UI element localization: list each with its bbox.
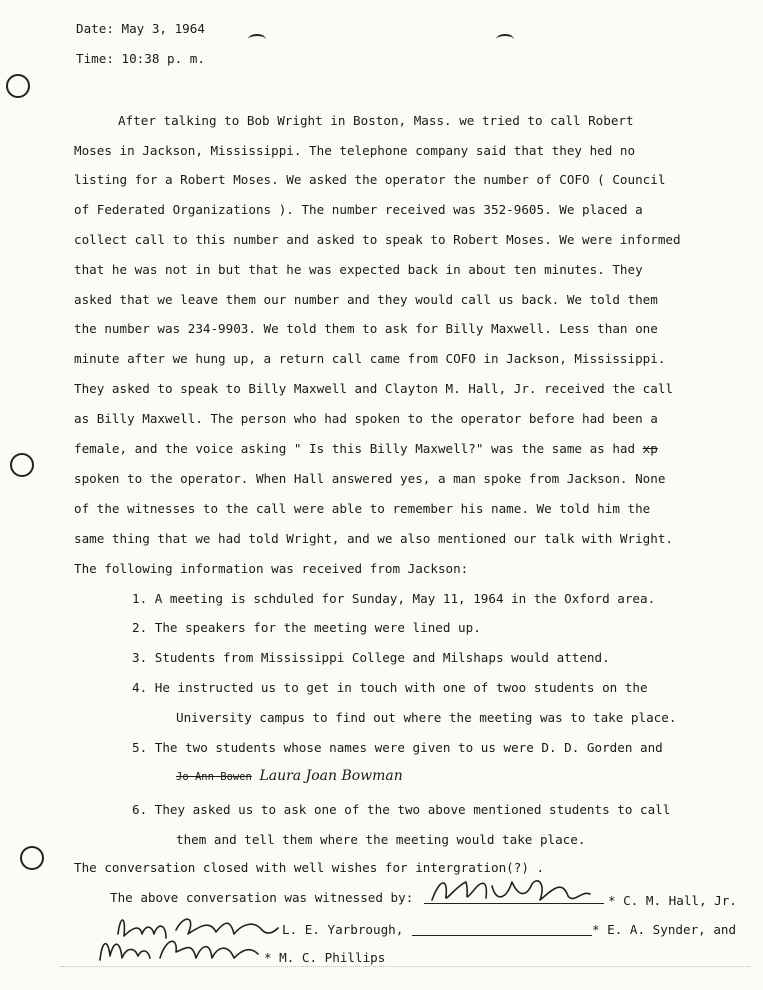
- closing-line: The conversation closed with well wishes for intergration(?) .: [74, 860, 545, 875]
- body-line-12: [74, 441, 658, 456]
- punch-hole-middle: [10, 453, 34, 477]
- body-line-4: of Federated Organizations ). The number received was 352-9605. We placed a: [74, 202, 643, 217]
- body-line-6: that he was not in but that he was expected back in about ten minutes. They: [74, 262, 643, 277]
- punch-hole-bottom: [20, 846, 44, 870]
- body-line-14: of the witnesses to the call were able to remember his name. We told him the: [74, 501, 651, 516]
- body-line-15: same thing that we had told Wright, and we also mentioned our talk with Wright.: [74, 531, 673, 546]
- body-line-10: They asked to speak to Billy Maxwell and Clayton M. Hall, Jr. received the call: [74, 381, 673, 396]
- signature-line-synder: [412, 935, 592, 936]
- body-line-3: listing for a Robert Moses. We asked the operator the number of COFO ( Council: [74, 172, 666, 187]
- signature-hall: [426, 874, 606, 910]
- list-item-5: 5. The two students whose names were given to us were D. D. Gorden and: [132, 740, 663, 755]
- witness-hall: * C. M. Hall, Jr.: [608, 893, 737, 908]
- body-line-2: Moses in Jackson, Mississippi. The telephone company said that they hed no: [74, 143, 636, 158]
- list-item-1: 1. A meeting is schduled for Sunday, May 11, 1964 in the Oxford area.: [132, 591, 656, 606]
- date-line: Date: May 3, 1964: [76, 21, 205, 36]
- staple-mark-right: [496, 34, 514, 45]
- signature-phillips: [96, 932, 266, 966]
- list-item-5-cont: [176, 768, 403, 784]
- list-item-4-cont: University campus to find out where the meeting was to take place.: [176, 710, 677, 725]
- list-item-2: 2. The speakers for the meeting were lined up.: [132, 620, 481, 635]
- body-line-9: minute after we hung up, a return call came from COFO in Jackson, Mississippi.: [74, 351, 666, 366]
- list-item-3: 3. Students from Mississippi College and Milshaps would attend.: [132, 650, 610, 665]
- time-line: Time: 10:38 p. m.: [76, 51, 205, 66]
- body-line-16: The following information was received from Jackson:: [74, 561, 469, 576]
- witness-synder: * E. A. Synder, and: [592, 922, 737, 937]
- scan-noise-line: [60, 966, 750, 967]
- body-line-8: the number was 234-9903. We told them to ask for Billy Maxwell. Less than one: [74, 321, 658, 336]
- body-line-5: collect call to this number and asked to speak to Robert Moses. We were informed: [74, 232, 681, 247]
- body-line-7: asked that we leave them our number and they would call us back. We told them: [74, 292, 658, 307]
- body-line-13: spoken to the operator. When Hall answered yes, a man spoke from Jackson. None: [74, 471, 666, 486]
- body-line-1: After talking to Bob Wright in Boston, Mass. we tried to call Robert: [118, 113, 634, 128]
- struck-name: Jo Ann Bowen: [176, 771, 252, 783]
- witness-intro: The above conversation was witnessed by:: [110, 890, 414, 905]
- struck-word: xp: [642, 441, 658, 456]
- body-line-12-text: female, and the voice asking " Is this Billy Maxwell?" was the same as had: [74, 441, 636, 456]
- handwritten-name: Laura Joan Bowman: [259, 768, 403, 784]
- punch-hole-top: [6, 74, 30, 98]
- witness-yarbrough: L. E. Yarbrough,: [282, 922, 404, 937]
- list-item-6: 6. They asked us to ask one of the two above mentioned students to call: [132, 802, 671, 817]
- witness-phillips: * M. C. Phillips: [264, 950, 386, 965]
- list-item-4: 4. He instructed us to get in touch with one of twoo students on the: [132, 680, 648, 695]
- list-item-6-cont: them and tell them where the meeting would take place.: [176, 832, 586, 847]
- body-line-11: as Billy Maxwell. The person who had spoken to the operator before had been a: [74, 411, 658, 426]
- staple-mark-left: [248, 34, 266, 45]
